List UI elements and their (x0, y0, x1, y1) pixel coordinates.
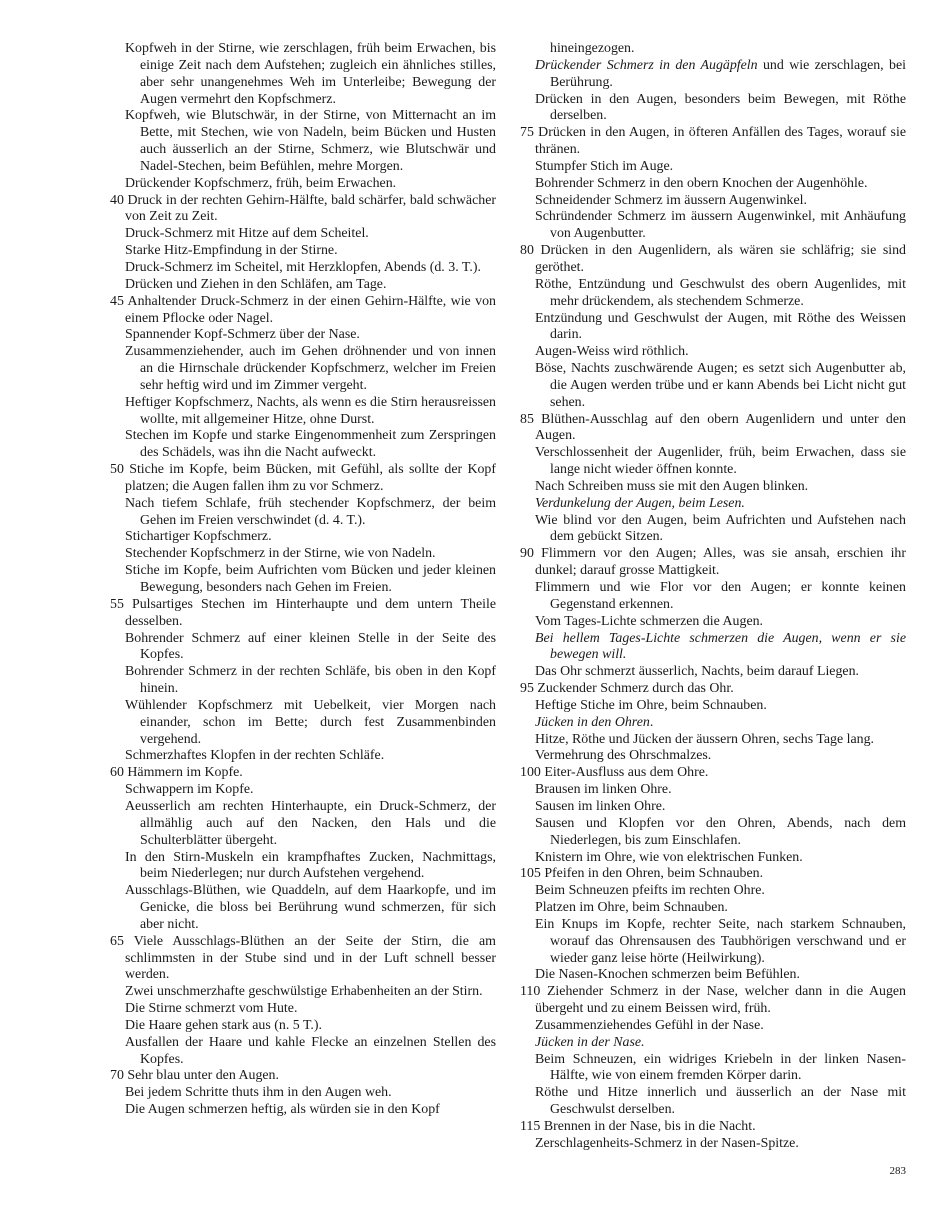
entry-text: Drücken in den Augen, in öfteren Anfällen des Tages, worauf sie thränen. (535, 125, 906, 158)
symptom-entry (110, 344, 496, 395)
symptom-entry (110, 546, 496, 563)
entry-text: Heftige Stiche im Ohre, beim Schnauben. (535, 697, 767, 713)
entry-text: Bei hellem Tages-Lichte schmerzen die Augen, wenn er sie bewegen will. (535, 630, 906, 663)
entry-text: Schründender Schmerz im äussern Augenwinkel, mit Anhäufung von Augenbutter. (535, 209, 906, 242)
entry-text: Platzen im Ohre, beim Schnauben. (535, 900, 728, 916)
entry-text: hineingezogen. (550, 41, 635, 56)
symptom-entry (110, 934, 496, 985)
entry-text: Stumpfer Stich im Auge. (535, 158, 674, 174)
entry-text-rest: . (649, 714, 654, 730)
symptom-entry (520, 1136, 906, 1153)
entry-text: Beim Schneuzen, ein widriges Kriebeln in der linken Nasen-Hälfte, wie von einem fremden Körper darin. (535, 1051, 906, 1084)
entry-text: Aeusserlich am rechten Hinterhaupte, ein Druck-Schmerz, der allmählig auch auf den Nacken, den Hals und die Schulterblätter übergeht. (125, 798, 496, 848)
entry-text: Knistern im Ohre, wie von elektrischen Funken. (535, 849, 803, 865)
symptom-entry (110, 1085, 496, 1102)
entry-text: Druck-Schmerz im Scheitel, mit Herzklopfen, Abends (d. 3. T.). (125, 259, 481, 275)
entry-text: Ziehender Schmerz in der Nase, welcher dann in die Augen übergeht und zu einem Beissen wird, früh. (535, 984, 906, 1017)
entry-number: 55 (110, 596, 124, 612)
symptom-entry (520, 1052, 906, 1086)
symptom-entry (110, 748, 496, 765)
symptom-entry (520, 361, 906, 412)
symptom-entry (520, 479, 906, 496)
symptom-entry (110, 563, 496, 597)
entry-text: Die Augen schmerzen heftig, als würden sie in den Kopf (125, 1102, 440, 1118)
symptom-entry (110, 799, 496, 850)
symptom-entry (520, 496, 906, 513)
symptom-entry (520, 866, 906, 883)
entry-text: Kopfweh, wie Blutschwär, in der Stirne, von Mitternacht an im Bette, mit Stechen, wie von Nadeln, beim Bücken und Husten auch äusserlich an der Stirne, Schmerz, wie Blutschwär und Nadel-Stechen, beim Befühlen, mehre Morgen. (125, 108, 496, 174)
entry-text: Spannender Kopf-Schmerz über der Nase. (125, 327, 360, 343)
symptom-entry (110, 41, 496, 108)
symptom-entry (520, 277, 906, 311)
symptom-entry (110, 260, 496, 277)
entry-text: Schwappern im Kopfe. (125, 782, 254, 798)
left-column (110, 41, 496, 1119)
entry-text: Verdunkelung der Augen, beim Lesen. (535, 495, 745, 511)
entry-number: 80 (520, 243, 534, 259)
symptom-entry (520, 917, 906, 968)
entry-number: 100 (520, 765, 541, 781)
right-column (520, 41, 906, 1153)
entry-text: Brennen in der Nase, bis in die Nacht. (543, 1119, 756, 1134)
entry-text: Wühlender Kopfschmerz mit Uebelkeit, vier Morgen nach einander, schon im Bette; durch fest Zusammenbinden vergehend. (125, 697, 496, 747)
symptom-entry (110, 1001, 496, 1018)
entry-text: Röthe, Entzündung und Geschwulst des obern Augenlides, mit mehr drückendem, als stechendem Schmerze. (535, 276, 906, 309)
entry-text: Jücken in der Nase. (535, 1034, 645, 1050)
entry-text: Zuckender Schmerz durch das Ohr. (537, 681, 734, 697)
entry-text: Druck-Schmerz mit Hitze auf dem Scheitel. (125, 226, 369, 242)
entry-text: Stechender Kopfschmerz in der Stirne, wie von Nadeln. (125, 546, 436, 562)
entry-text: Augen-Weiss wird röthlich. (535, 344, 689, 360)
symptom-entry (520, 580, 906, 614)
symptom-entry (520, 445, 906, 479)
entry-number: 40 (110, 192, 124, 208)
entry-text: Starke Hitz-Empfindung in der Stirne. (125, 243, 338, 259)
entry-text: Nach Schreiben muss sie mit den Augen blinken. (535, 478, 809, 494)
entry-number: 115 (520, 1119, 541, 1134)
page-number: 283 (889, 1165, 906, 1177)
entry-text: Wie blind vor den Augen, beim Aufrichten und Aufstehen nach dem gebückt Sitzen. (535, 512, 906, 545)
symptom-entry (520, 92, 906, 126)
entry-text: Die Stirne schmerzt vom Hute. (125, 1001, 298, 1017)
symptom-entry (110, 1102, 496, 1119)
symptom-entry (110, 294, 496, 328)
entry-text: Sehr blau unter den Augen. (127, 1068, 279, 1084)
symptom-entry (520, 546, 906, 580)
entry-text: Ausfallen der Haare und kahle Flecke an einzelnen Stellen des Kopfes. (125, 1034, 496, 1067)
symptom-entry (520, 967, 906, 984)
entry-text: Bohrender Schmerz auf einer kleinen Stelle in der Seite des Kopfes. (125, 630, 496, 663)
entry-text: Vom Tages-Lichte schmerzen die Augen. (535, 613, 764, 629)
entry-text: Bei jedem Schritte thuts ihm in den Augen weh. (125, 1085, 392, 1101)
symptom-entry (520, 176, 906, 193)
entry-text: Beim Schneuzen pfeifts im rechten Ohre. (535, 883, 765, 899)
entry-text: Flimmern und wie Flor vor den Augen; er konnte keinen Gegenstand erkennen. (535, 580, 906, 612)
entry-text: Brausen im linken Ohre. (535, 782, 672, 798)
entry-text: Kopfweh in der Stirne, wie zerschlagen, früh beim Erwachen, bis einige Zeit nach dem Aufstehen; zugleich ein ähnliches stilles, aber sehr unangenehmes Weh im Unterleibe; Bewegung der Augen vermehrt den Kopfschmerz. (125, 41, 496, 107)
symptom-entry (520, 311, 906, 345)
symptom-entry (520, 209, 906, 243)
symptom-entry (520, 1085, 906, 1119)
symptom-entry (520, 125, 906, 159)
entry-text: Röthe und Hitze innerlich und äusserlich an der Nase mit Geschwulst derselben. (535, 1085, 906, 1118)
entry-text: Hitze, Röthe und Jücken der äussern Ohren, sechs Tage lang. (535, 731, 874, 747)
entry-text: Vermehrung des Ohrschmalzes. (535, 748, 712, 764)
symptom-entry (520, 664, 906, 681)
entry-text: Eiter-Ausfluss aus dem Ohre. (544, 765, 709, 781)
symptom-entry (110, 496, 496, 530)
entry-text: Zwei unschmerzhafte geschwülstige Erhabenheiten an der Stirn. (125, 984, 483, 1000)
symptom-entry (110, 277, 496, 294)
entry-number: 75 (520, 125, 534, 141)
entry-number: 70 (110, 1068, 124, 1084)
entry-number: 50 (110, 462, 124, 478)
symptom-entry (110, 782, 496, 799)
entry-text: Zerschlagenheits-Schmerz in der Nasen-Spitze. (535, 1135, 799, 1151)
entry-text: Hämmern im Kopfe. (127, 765, 243, 781)
symptom-entry (520, 883, 906, 900)
entry-text: Sausen im linken Ohre. (535, 798, 666, 814)
symptom-entry (520, 1035, 906, 1052)
entry-number: 110 (520, 984, 541, 1000)
entry-number: 85 (520, 411, 534, 427)
symptom-entry (110, 883, 496, 934)
entry-text: Druck in der rechten Gehirn-Hälfte, bald schärfer, bald schwächer von Zeit zu Zeit. (125, 192, 496, 225)
symptom-entry (520, 698, 906, 715)
symptom-entry (520, 193, 906, 210)
symptom-entry (520, 1018, 906, 1035)
entry-text: Sausen und Klopfen vor den Ohren, Abends, nach dem Niederlegen, bis zum Einschlafen. (535, 815, 906, 848)
entry-text: Zusammenziehender, auch im Gehen dröhnender und von innen an die Hirnschale drückender Kopfschmerz, welcher im Freien sehr heftig wird und im Zimmer vergeht. (125, 344, 496, 393)
entry-text: Entzündung und Geschwulst der Augen, mit Röthe des Weissen darin. (535, 310, 906, 343)
entry-text: Das Ohr schmerzt äusserlich, Nachts, beim darauf Liegen. (535, 664, 859, 680)
symptom-entry (520, 41, 906, 58)
entry-text: Böse, Nachts zuschwärende Augen; es setzt sich Augenbutter ab, die Augen werden trübe und er kann Abends bei Licht nicht gut sehen. (535, 361, 906, 410)
entry-text: Die Nasen-Knochen schmerzen beim Befühlen. (535, 967, 800, 983)
symptom-entry (520, 614, 906, 631)
entry-text: Bohrender Schmerz in den obern Knochen der Augenhöhle. (535, 175, 868, 191)
entry-text: Nach tiefem Schlafe, früh stechender Kopfschmerz, der beim Gehen im Freien verschwindet (d. 4. T.). (125, 495, 496, 528)
symptom-entry (110, 193, 496, 227)
entry-text: Schmerzhaftes Klopfen in der rechten Schläfe. (125, 748, 385, 764)
entry-text: Pulsartiges Stechen im Hinterhaupte und dem untern Theile desselben. (125, 596, 496, 629)
entry-text: Drückender Kopfschmerz, früh, beim Erwachen. (125, 175, 397, 191)
symptom-entry (110, 529, 496, 546)
symptom-entry (520, 513, 906, 547)
symptom-entry (110, 327, 496, 344)
symptom-entry (520, 58, 906, 92)
entry-text: Stiche im Kopfe, beim Bücken, mit Gefühl, als sollte der Kopf platzen; die Augen fallen ihm zu vor Schmerz. (125, 462, 496, 494)
symptom-entry (520, 850, 906, 867)
symptom-entry (520, 681, 906, 698)
symptom-entry (110, 243, 496, 260)
symptom-entry (110, 462, 496, 496)
entry-number: 105 (520, 866, 541, 882)
entry-text: Heftiger Kopfschmerz, Nachts, als wenn es die Stirn herausreissen wollte, mit allgemeiner Hitze, ohne Durst. (125, 394, 496, 427)
entry-text: Anhaltender Druck-Schmerz in der einen Gehirn-Hälfte, wie von einem Pflocke oder Nagel. (125, 293, 496, 326)
entry-number: 65 (110, 933, 124, 949)
symptom-entry (110, 1068, 496, 1085)
entry-text: Drückender Schmerz in den Augäpfeln (535, 57, 758, 73)
entry-text: Die Haare gehen stark aus (n. 5 T.). (125, 1017, 322, 1033)
symptom-entry (110, 984, 496, 1001)
entry-text: Stiche im Kopfe, beim Aufrichten vom Bücken und jeder kleinen Bewegung, besonders nach Gehen im Freien. (125, 563, 496, 595)
symptom-entry (520, 243, 906, 277)
symptom-entry (110, 226, 496, 243)
symptom-entry (110, 1018, 496, 1035)
entry-text: Drücken und Ziehen in den Schläfen, am Tage. (125, 276, 387, 292)
symptom-entry (520, 782, 906, 799)
symptom-entry (520, 765, 906, 782)
entry-number: 95 (520, 681, 534, 697)
entry-number: 90 (520, 546, 534, 562)
symptom-entry (110, 176, 496, 193)
symptom-entry (110, 597, 496, 631)
symptom-entry (520, 900, 906, 917)
entry-text: Verschlossenheit der Augenlider, früh, beim Erwachen, dass sie lange nicht wieder öffnen konnte. (535, 445, 906, 478)
entry-text: Stechen im Kopfe und starke Eingenommenheit zum Zerspringen des Schädels, was ihn die Nacht aufweckt. (125, 428, 496, 461)
entry-text: Pfeifen in den Ohren, beim Schnauben. (544, 866, 764, 882)
symptom-entry (520, 799, 906, 816)
entry-number: 45 (110, 293, 124, 309)
symptom-entry (520, 412, 906, 446)
symptom-entry (110, 631, 496, 665)
entry-text: Ein Knups im Kopfe, rechter Seite, nach starkem Schnauben, worauf das Ohrensausen des Taubhörigen verschwand und er wieder ganz leise hörte (Heilwirkung). (535, 916, 906, 966)
entry-number: 60 (110, 765, 124, 781)
symptom-entry (110, 395, 496, 429)
symptom-entry (110, 698, 496, 749)
entry-text: In den Stirn-Muskeln ein krampfhaftes Zucken, Nachmittags, beim Niederlegen; nur durch Aufstehen vergehend. (125, 849, 496, 882)
symptom-entry (520, 732, 906, 749)
entry-text: Stichartiger Kopfschmerz. (125, 529, 272, 545)
entry-text: Bohrender Schmerz in der rechten Schläfe, bis oben in den Kopf hinein. (125, 664, 496, 697)
entry-text: Zusammenziehendes Gefühl in der Nase. (535, 1017, 764, 1033)
symptom-entry (520, 344, 906, 361)
entry-text: Jücken in den Ohren (535, 714, 650, 730)
entry-text: Flimmern vor den Augen; Alles, was sie ansah, erschien ihr dunkel; darauf grosse Mattigkeit. (535, 546, 906, 579)
symptom-entry (520, 816, 906, 850)
symptom-entry (520, 1119, 906, 1136)
symptom-entry (520, 748, 906, 765)
entry-text: Ausschlags-Blüthen, wie Quaddeln, auf dem Haarkopfe, und im Genicke, die bloss bei Berührung wund schmerzen, für sich aber nicht. (125, 883, 496, 932)
symptom-entry (520, 715, 906, 732)
entry-text: Blüthen-Ausschlag auf den obern Augenlidern und unter den Augen. (535, 411, 906, 444)
symptom-entry (520, 631, 906, 665)
symptom-entry (110, 850, 496, 884)
entry-text: Drücken in den Augen, besonders beim Bewegen, mit Röthe derselben. (535, 91, 906, 124)
entry-text: Viele Ausschlags-Blüthen an der Seite der Stirn, die am schlimmsten in der Stube sind und in der Luft schnell besser werden. (125, 933, 496, 983)
symptom-entry (520, 984, 906, 1018)
symptom-entry (110, 108, 496, 175)
entry-text-rest: und wie zerschlagen, bei Berührung. (550, 57, 906, 90)
entry-text: Schneidender Schmerz im äussern Augenwinkel. (535, 192, 807, 208)
symptom-entry (520, 159, 906, 176)
symptom-entry (110, 664, 496, 698)
symptom-entry (110, 428, 496, 462)
symptom-entry (110, 765, 496, 782)
symptom-entry (110, 1035, 496, 1069)
entry-text: Drücken in den Augenlidern, als wären sie schläfrig; sie sind geröthet. (535, 243, 906, 275)
